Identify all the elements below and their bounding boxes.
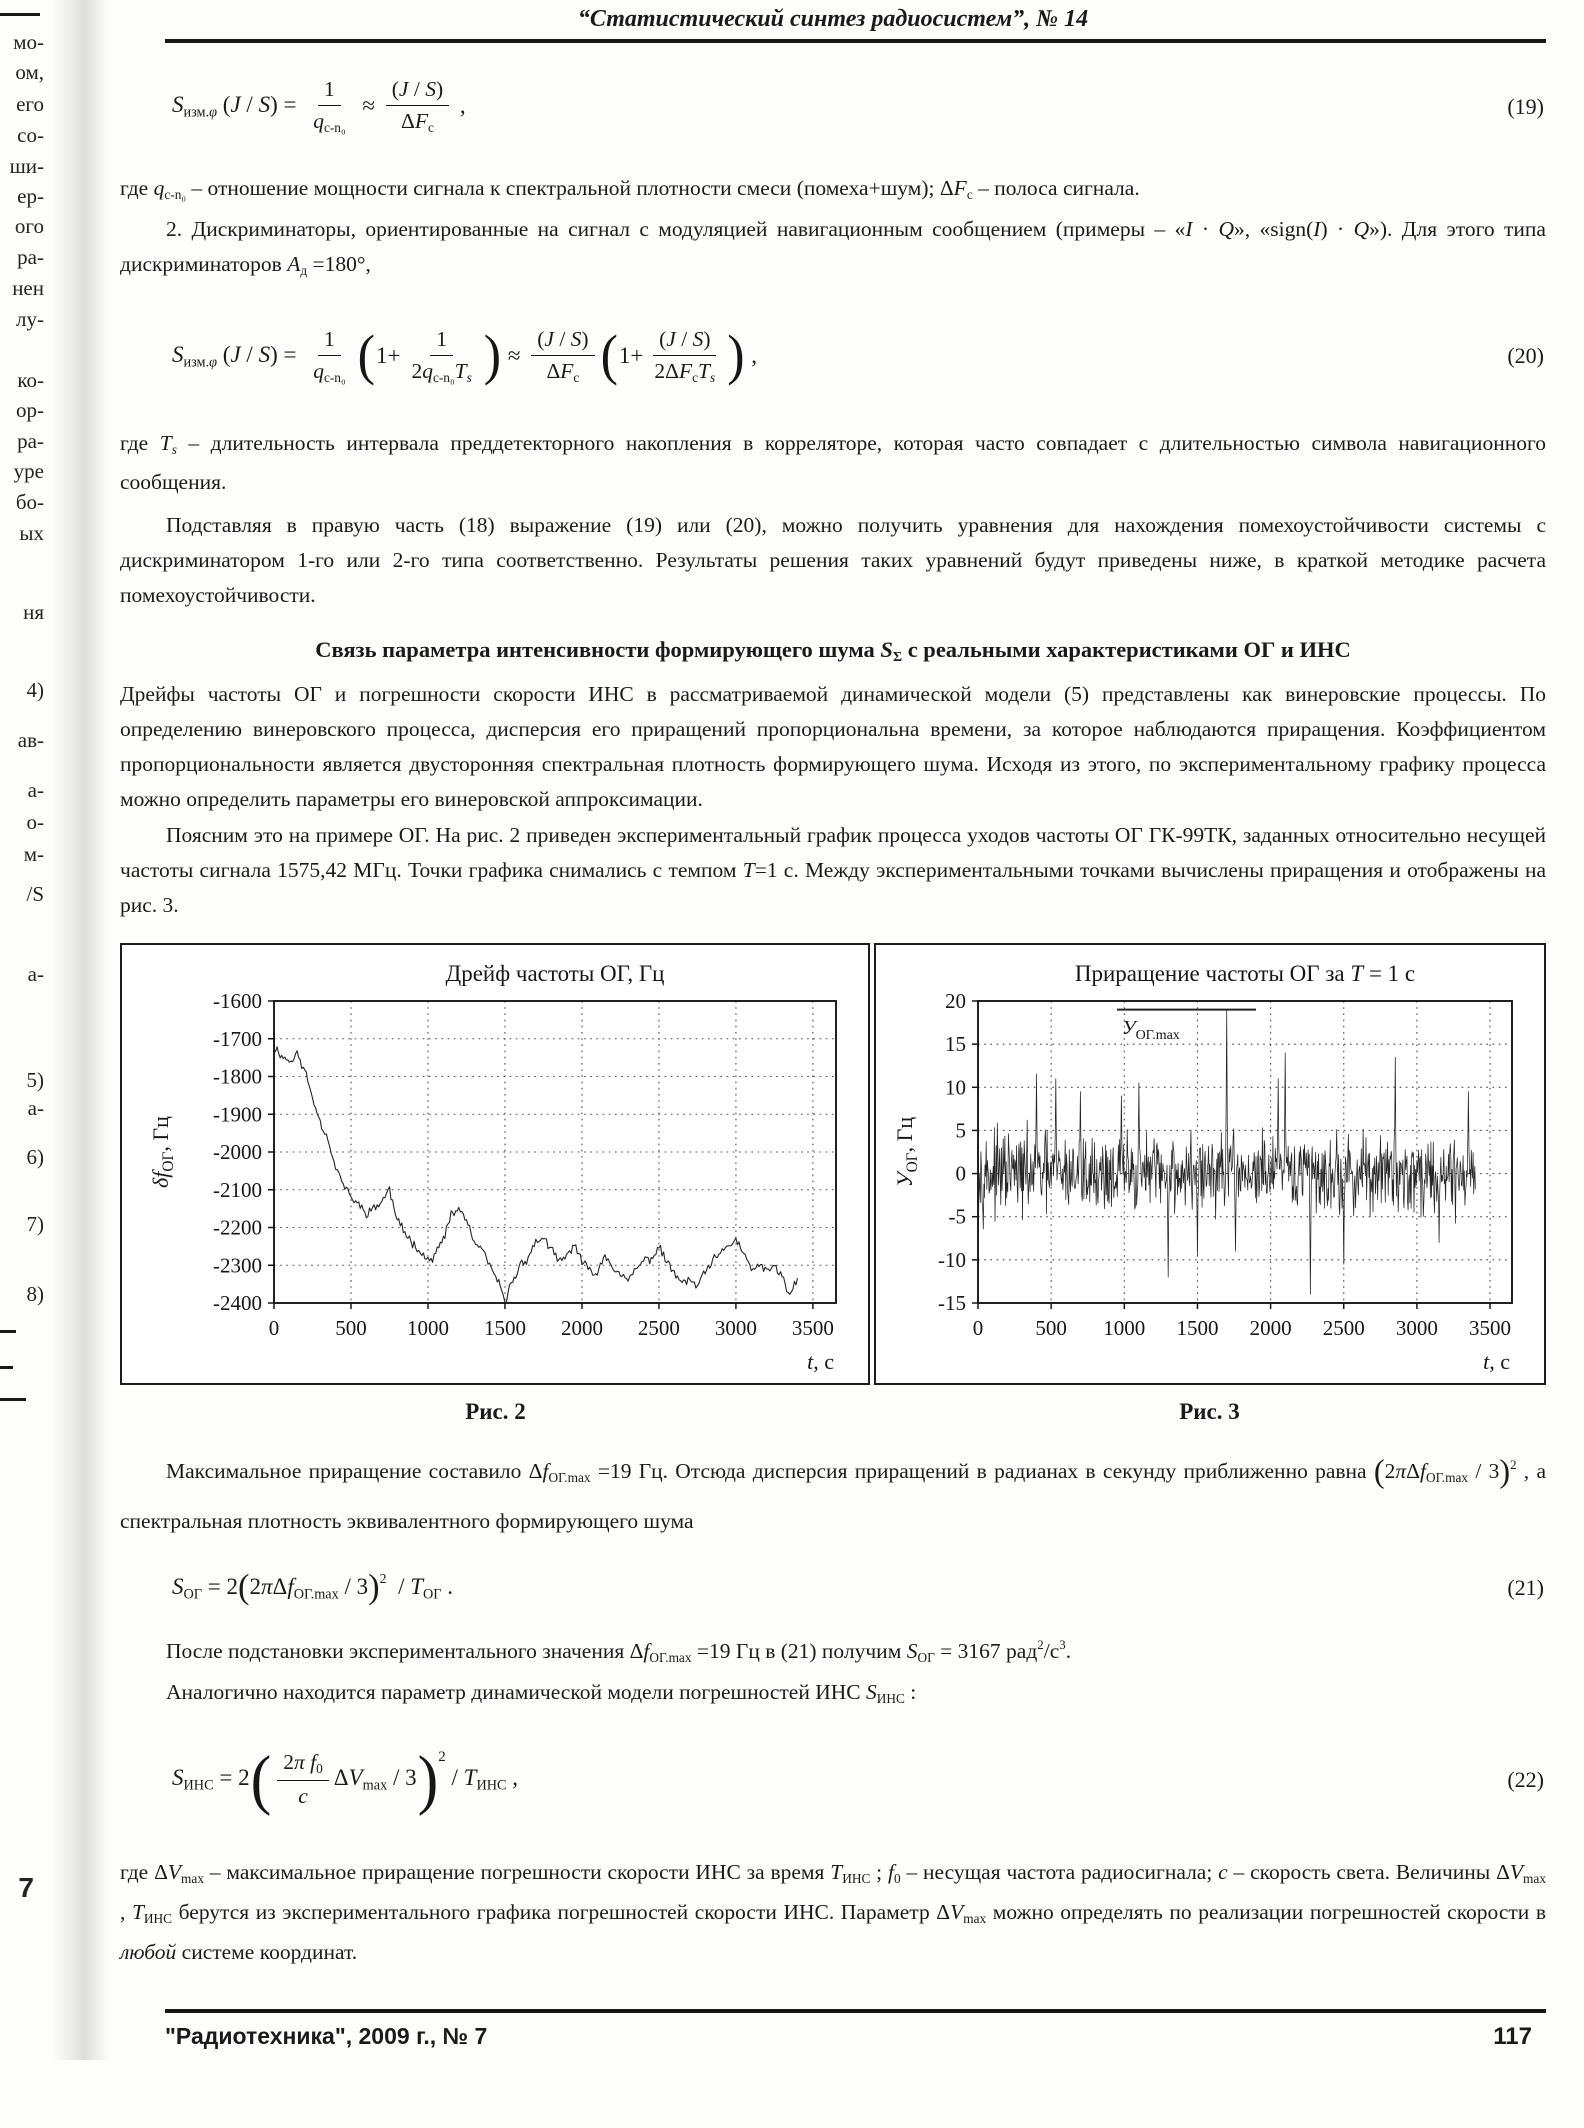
figure-captions — [120, 1399, 1546, 1425]
margin-fragment: а- — [27, 962, 44, 986]
svg-text:10: 10 — [945, 1075, 966, 1100]
margin-fragment: ши- — [9, 154, 44, 178]
equation-19 — [120, 61, 1546, 153]
svg-text:1000: 1000 — [1103, 1316, 1146, 1341]
margin-fragment: лу- — [16, 307, 44, 331]
svg-text:0: 0 — [268, 1316, 280, 1341]
svg-text:-1600: -1600 — [213, 989, 262, 1014]
equation-20-body: Sизм.φ (J / S) = $\frac{1}{\text{qс-n₀}}$ ( 1+ $\frac{1}{\text{2qс-n₀Ts}}$ ) ≈ $\frac{(J / S)}{\text{ΔFс}}$ ( 1+ $\frac{(J / S)}{\text{2ΔFсTs}}$ ) , — [172, 324, 758, 387]
margin-fragment: 5) — [26, 1068, 44, 1092]
paragraph-where-dv: где ΔVmax – максимальное приращение погрешности скорости ИНС за время ТИНС ; f0 – несущая частота радиосигнала; c – скорость света. Величины ΔVmax , ТИНС берутся из экспериментального графика погрешностей скорости ИНС. Параметр ΔVmax можно определять по реализации погрешностей скорости в любой системе координат. — [120, 1859, 1546, 1964]
margin-fragment — [0, 1330, 16, 1333]
margin-fragment: ых — [19, 521, 44, 545]
svg-text:-15: -15 — [938, 1291, 966, 1316]
eq20-fraction-2: $\frac{(J / S)}{\text{ΔFс}}$ — [531, 327, 594, 386]
margin-fragment: ого — [14, 214, 44, 238]
margin-fragment: ав- — [17, 728, 44, 752]
margin-fragment: 4) — [26, 678, 44, 702]
svg-text:0: 0 — [972, 1316, 984, 1341]
running-head: “Статистический синтез радиосистем”, № 14 — [577, 6, 1089, 32]
svg-text:3000: 3000 — [1395, 1316, 1438, 1341]
margin-fragment: ер- — [17, 184, 44, 208]
equation-22-body: SИНС = 2 ( $\frac{\text{2π f0}}{c}$ ΔVmax / 3 ) 2 / TИНС , — [172, 1742, 519, 1817]
svg-text:-1800: -1800 — [213, 1064, 262, 1089]
svg-text:2000: 2000 — [1249, 1316, 1292, 1341]
margin-fragment: 6) — [26, 1145, 44, 1169]
svg-text:3500: 3500 — [791, 1316, 834, 1341]
margin-fragment: о- — [26, 810, 44, 834]
eq19-lhs: Sизм.φ (J / S) = — [172, 91, 303, 121]
eq20-inner-fraction-1: $\frac{1}{\text{2qс-n₀Ts}}$ — [411, 326, 472, 385]
page-gutter-shadow — [52, 0, 110, 2060]
margin-fragment: /S — [26, 882, 44, 906]
svg-text:1000: 1000 — [406, 1316, 449, 1341]
margin-fragment: со- — [17, 123, 44, 147]
svg-text:15: 15 — [945, 1032, 966, 1057]
svg-text:-2400: -2400 — [213, 1291, 262, 1316]
svg-text:3000: 3000 — [714, 1316, 757, 1341]
paragraph-substituting: Подставляя в правую часть (18) выражение (19) или (20), можно получить уравнения для нахождения помехоустойчивости системы с дискриминатором 1-го или 2-го типа соответственно. Результаты решения таких уравнений будут приведены ниже, в краткой методике расчета помехоустойчивости. — [120, 512, 1546, 608]
paragraph-discriminators: 2. Дискриминаторы, ориентированные на сигнал с модуляцией навигационным сообщением (примеры – «I · Q», «sign(I) · Q»). Для этого типа дискриминаторов Ад =180°, — [120, 216, 1546, 278]
margin-fragment: 7 — [18, 1872, 34, 1903]
paragraph-example-og: Поясним это на примере ОГ. На рис. 2 приведен экспериментальный график процесса уходов частоты ОГ ГК-99ТК, заданных относительно несущей частоты сигнала 1575,42 МГц. Точки графика снимались с темпом Т=1 с. Между экспериментальными точками вычислены приращения и отображены на рис. 3. — [120, 822, 1546, 918]
margin-fragment: ня — [23, 600, 44, 624]
figures-row — [120, 943, 1546, 1385]
margin-fragment: ом, — [15, 60, 44, 84]
svg-text:УОГ.max: $У_{ОГ.max}$ — [1122, 1017, 1180, 1044]
journal-reference: "Радиотехника", 2009 г., № 7 — [165, 2022, 488, 2049]
figure-2-caption: Рис. 2 — [465, 1399, 526, 1425]
footer-rule — [165, 2009, 1546, 2013]
header-rule — [165, 39, 1546, 43]
svg-text:-1700: -1700 — [213, 1027, 262, 1052]
page-content — [120, 0, 1546, 2051]
figure-2-chart — [122, 945, 868, 1383]
eq22-fraction: $\frac{\text{2π f0}}{c}$ — [277, 1750, 329, 1809]
figure-3 — [874, 943, 1546, 1385]
svg-text:δfОГ, Гц: $\delta f_{ОГ}$, Гц — [148, 1116, 177, 1189]
equation-22-number: (22) — [1507, 1766, 1544, 1792]
equation-20-number: (20) — [1507, 343, 1544, 369]
paragraph-after-substitution: После подстановки экспериментального значения ΔfОГ.max =19 Гц в (21) получим SОГ = 3167 $рад^2/с^3$. — [166, 1637, 1072, 1666]
margin-fragment — [0, 13, 40, 16]
svg-text:-5: -5 — [948, 1205, 966, 1230]
left-margin-fragments — [0, 0, 48, 2128]
margin-fragment: мо- — [13, 30, 44, 54]
margin-fragment: а- — [27, 778, 44, 802]
eq22-exponent: 2 — [438, 1749, 446, 1766]
figure-2 — [120, 943, 870, 1385]
svg-text:Приращение частоты ОГ за Т = 1: Приращение частоты ОГ за Т = 1 с — [1074, 961, 1416, 987]
figure-3-caption: Рис. 3 — [1179, 1399, 1240, 1425]
svg-text:-2200: -2200 — [213, 1215, 262, 1240]
margin-fragment: нен — [12, 276, 44, 300]
svg-text:Дрейф частоты ОГ, Гц: Дрейф частоты ОГ, Гц — [445, 961, 665, 987]
svg-text:0: 0 — [955, 1161, 966, 1186]
svg-text:1500: 1500 — [1176, 1316, 1219, 1341]
svg-text:2500: 2500 — [637, 1316, 680, 1341]
paragraph-max-increment: Максимальное приращение составило ΔfОГ.max =19 Гц. Отсюда дисперсия приращений в радианах в секунду приближенно равна (2πΔfОГ.max / 3)$^2$ , а спектральная плотность эквивалентного формирующего шума — [120, 1453, 1546, 1533]
margin-fragment — [0, 1366, 13, 1369]
margin-fragment: ра- — [17, 429, 44, 453]
paragraph-where-q: где qс-n₀ – отношение мощности сигнала к спектральной плотности смеси (помеха+шум); ΔFс – полоса сигнала. — [120, 175, 1140, 202]
eq19-fraction-1: $\frac{1}{\text{qс-n₀}}$ — [313, 77, 346, 135]
svg-text:-2000: -2000 — [213, 1140, 262, 1165]
svg-text:УОГ, Гц: $У_{ОГ}$, Гц — [892, 1117, 921, 1188]
equation-21-body: SОГ = 2(2πΔfОГ.max / 3)$^2$ / TОГ . — [172, 1567, 454, 1606]
equation-21 — [120, 1556, 1546, 1620]
eq20-inner-fraction-2: $\frac{(J / S)}{\text{2ΔFсTs}}$ — [654, 326, 716, 385]
margin-fragment: ко- — [17, 368, 44, 392]
svg-text:-2300: -2300 — [213, 1253, 262, 1278]
equation-20 — [120, 298, 1546, 414]
paragraph-analogously: Аналогично находится параметр динамической модели погрешностей ИНС SИНС : — [166, 1680, 917, 1707]
svg-text:2500: 2500 — [1322, 1316, 1365, 1341]
eq20-fraction-1: $\frac{1}{\text{qс-n₀}}$ — [313, 326, 346, 385]
footer — [120, 2023, 1546, 2051]
margin-fragment — [0, 1398, 26, 1401]
margin-fragment: ор- — [16, 398, 44, 422]
svg-text:20: 20 — [945, 989, 966, 1014]
svg-text:5: 5 — [955, 1118, 966, 1143]
svg-text:500: 500 — [1035, 1316, 1067, 1341]
paragraph-where-ts: где Ts – длительность интервала преддетекторного накопления в корреляторе, которая часто совпадает с длительностью символа навигационного сообщения. — [120, 431, 1546, 494]
paragraph-wiener: Дрейфы частоты ОГ и погрешности скорости ИНС в рассматриваемой динамической модели (5) представлены как винеровские процессы. По определению винеровского процесса, дисперсия его приращений пропорциональна времени, за которое наблюдаются приращения. Коэффициентом пропорциональности является двусторонняя спектральная плотность формирующего шума. Исходя из этого, по экспериментальному графику процесса можно определить параметры его винеровской аппроксимации. — [120, 681, 1546, 812]
equation-22 — [120, 1725, 1546, 1835]
svg-text:2000: 2000 — [560, 1316, 603, 1341]
eq19-fraction-2: $\frac{(J / S)}{\text{ΔFс}}$ — [386, 77, 449, 136]
margin-fragment: 8) — [26, 1282, 44, 1306]
svg-text:1500: 1500 — [483, 1316, 526, 1341]
svg-text:-1900: -1900 — [213, 1102, 262, 1127]
page-number: 117 — [1493, 2022, 1532, 2050]
svg-text:t, с: t, с — [807, 1349, 834, 1375]
svg-text:-2100: -2100 — [213, 1178, 262, 1203]
margin-fragment: м- — [23, 842, 44, 866]
equation-19-number: (19) — [1507, 93, 1544, 119]
margin-fragment: а- — [27, 1096, 44, 1120]
svg-text:3500: 3500 — [1469, 1316, 1512, 1341]
eq19-approx: ≈ — [356, 93, 381, 119]
equation-21-number: (21) — [1507, 1575, 1544, 1601]
svg-text:500: 500 — [335, 1316, 367, 1341]
margin-fragment: 7) — [26, 1212, 44, 1236]
margin-fragment: ра- — [17, 245, 44, 269]
margin-fragment: его — [16, 92, 44, 116]
section-heading: Связь параметра интенсивности формирующего шума SΣ с реальными характеристиками ОГ и ИНС — [315, 637, 1351, 666]
equation-19-body: Sизм.φ (J / S) = $\frac{1}{\text{qс-n₀}}$ ≈ $\frac{(J / S)}{\text{ΔFс}}$ , — [172, 77, 466, 135]
margin-fragment: уре — [13, 459, 44, 483]
figure-3-chart — [876, 945, 1544, 1383]
svg-text:t, с: t, с — [1483, 1349, 1510, 1375]
margin-fragment: бо- — [15, 490, 44, 514]
svg-text:-10: -10 — [938, 1248, 966, 1273]
